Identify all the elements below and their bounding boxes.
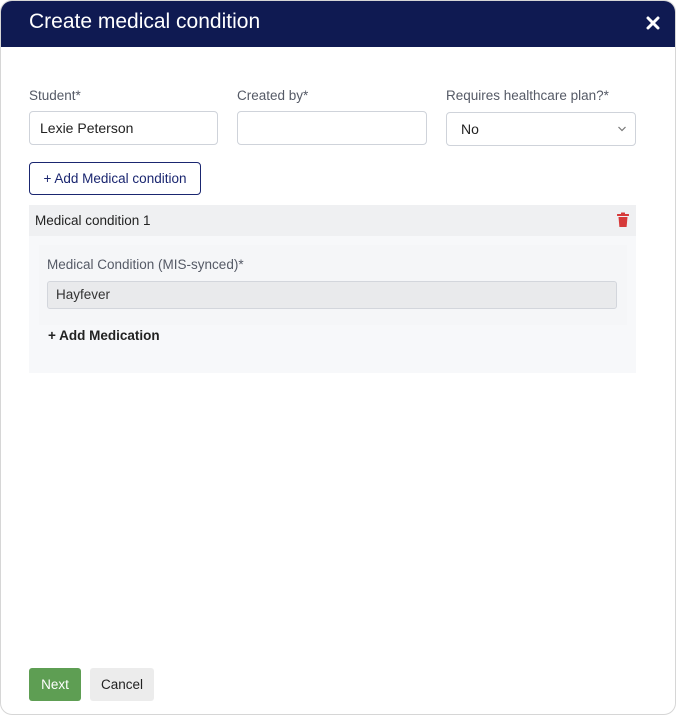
close-icon (646, 16, 660, 30)
add-medication-link[interactable]: + Add Medication (48, 328, 160, 343)
healthcare-plan-select[interactable] (446, 112, 636, 146)
student-label: Student* (29, 88, 81, 103)
medical-condition-body (39, 245, 627, 325)
healthcare-plan-value: No (461, 121, 479, 137)
modal-header (1, 1, 675, 47)
trash-icon[interactable] (616, 212, 630, 228)
mis-condition-input: Hayfever (47, 281, 617, 309)
modal-title: Create medical condition (29, 10, 261, 33)
medical-condition-panel (29, 205, 636, 373)
created-by-label: Created by* (237, 88, 309, 103)
medical-condition-title: Medical condition 1 (35, 213, 151, 228)
cancel-button[interactable]: Cancel (90, 668, 154, 701)
chevron-down-icon (617, 125, 627, 133)
student-input[interactable]: Lexie Peterson (29, 111, 218, 145)
healthcare-plan-label: Requires healthcare plan?* (446, 88, 609, 103)
created-by-input[interactable] (237, 111, 427, 145)
medical-condition-header (29, 205, 636, 236)
next-button[interactable]: Next (29, 668, 81, 701)
add-medical-condition-button[interactable]: + Add Medical condition (29, 162, 201, 195)
mis-condition-label: Medical Condition (MIS-synced)* (47, 257, 244, 272)
close-button[interactable] (641, 11, 665, 35)
